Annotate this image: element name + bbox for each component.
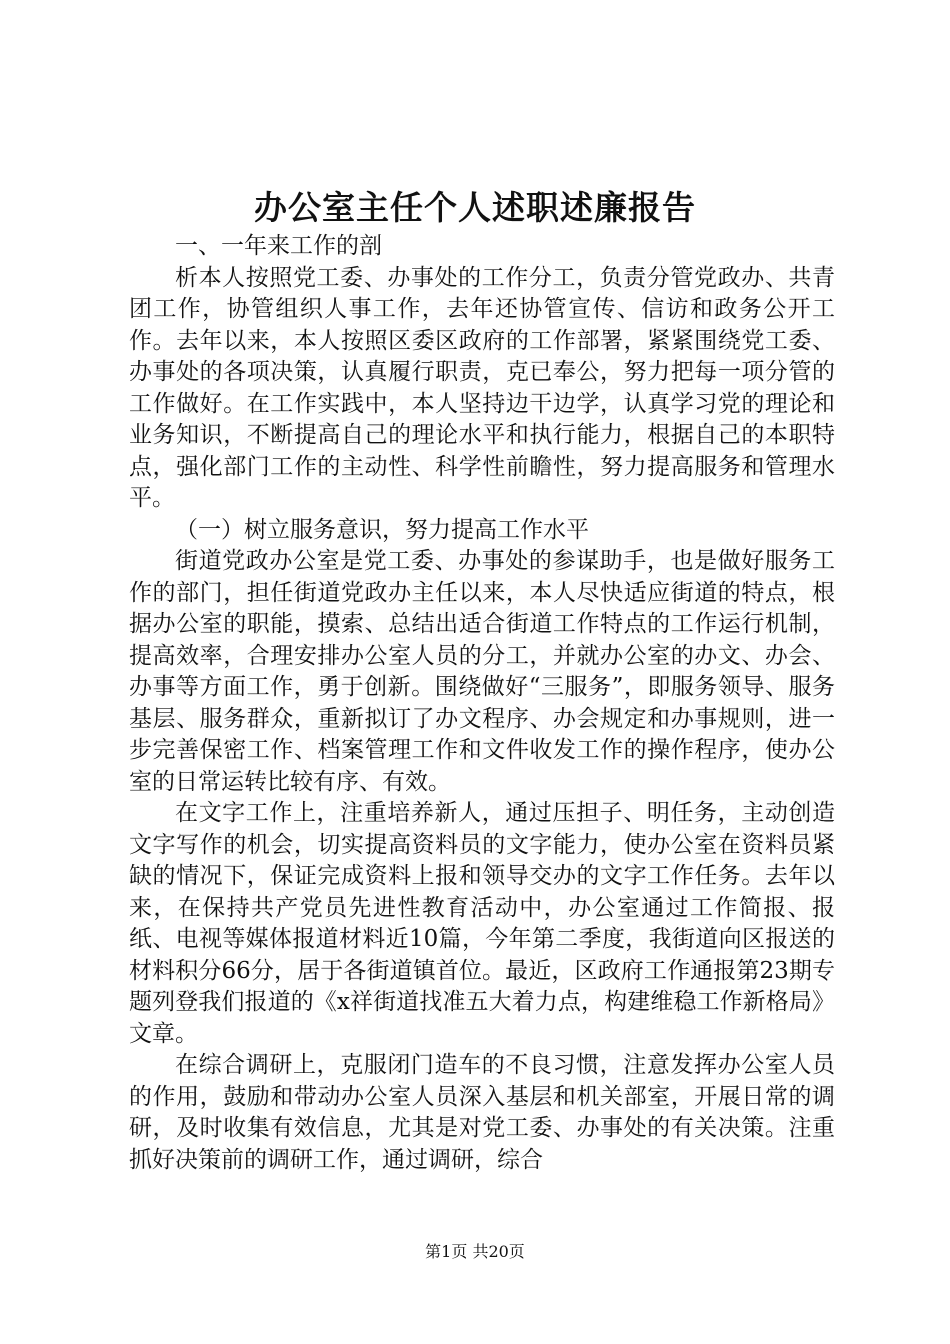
paragraph-1: 析本人按照党工委、办事处的工作分工，负责分管党政办、共青团工作，协管组织人事工作，去年还协管宣传、信访和政务公开工作。去年以来，本人按照区委区政府的工作部署，紧紧围绕党工委、办事处的各项决策，认真履行职责，克已奉公，努力把每一项分管的工作做好。在工作实践中，本人坚持边干边学，认真学习党的理论和业务知识，不断提高自己的理论水平和执行能力，根据自己的本职特点，强化部门工作的主动性、科学性前瞻性，努力提高服务和管理水平。	[129, 264, 835, 511]
paragraph-4: 在综合调研上，克服闭门造车的不良习惯，注意发挥办公室人员的作用，鼓励和带动办公室人员深入基层和机关部室，开展日常的调研，及时收集有效信息，尤其是对党工委、办事处的有关决策。注重抓好决策前的调研工作，通过调研，综合	[129, 1052, 835, 1173]
page-footer: 第1页 共20页	[425, 1242, 525, 1261]
paragraph-3: 在文字工作上，注重培养新人，通过压担子、明任务，主动创造文字写作的机会，切实提高资料员的文字能力，使办公室在资料员紧缺的情况下，保证完成资料上报和领导交办的文字工作任务。去年以来，在保持共产党员先进性教育活动中，办公室通过工作简报、报纸、电视等媒体报道材料近10篇，今年第二季度，我街道向区报送的材料积分66分，居于各街道镇首位。最近，区政府工作通报第23期专题列登我们报道的《x祥街道找准五大着力点，构建维稳工作新格局》文章。	[129, 800, 835, 1047]
paragraph-2: 街道党政办公室是党工委、办事处的参谋助手，也是做好服务工作的部门，担任街道党政办主任以来，本人尽快适应街道的特点，根据办公室的职能，摸索、总结出适合街道工作特点的工作运行机制，提高效率，合理安排办公室人员的分工，并就办公室的办文、办会、办事等方面工作，勇于创新。围绕做好“三服务”，即服务领导、服务基层、服务群众，重新拟订了办文程序、办会规定和办事规则，进一步完善保密工作、档案管理工作和文件收发工作的操作程序，使办公室的日常运转比较有序、有效。	[129, 548, 835, 795]
document-title: 办公室主任个人述职述廉报告	[254, 188, 696, 227]
subsection-heading-1: （一）树立服务意识，努力提高工作水平	[175, 516, 589, 543]
document-body	[129, 231, 835, 1176]
section-heading-1: 一、一年来工作的剖	[175, 233, 382, 259]
